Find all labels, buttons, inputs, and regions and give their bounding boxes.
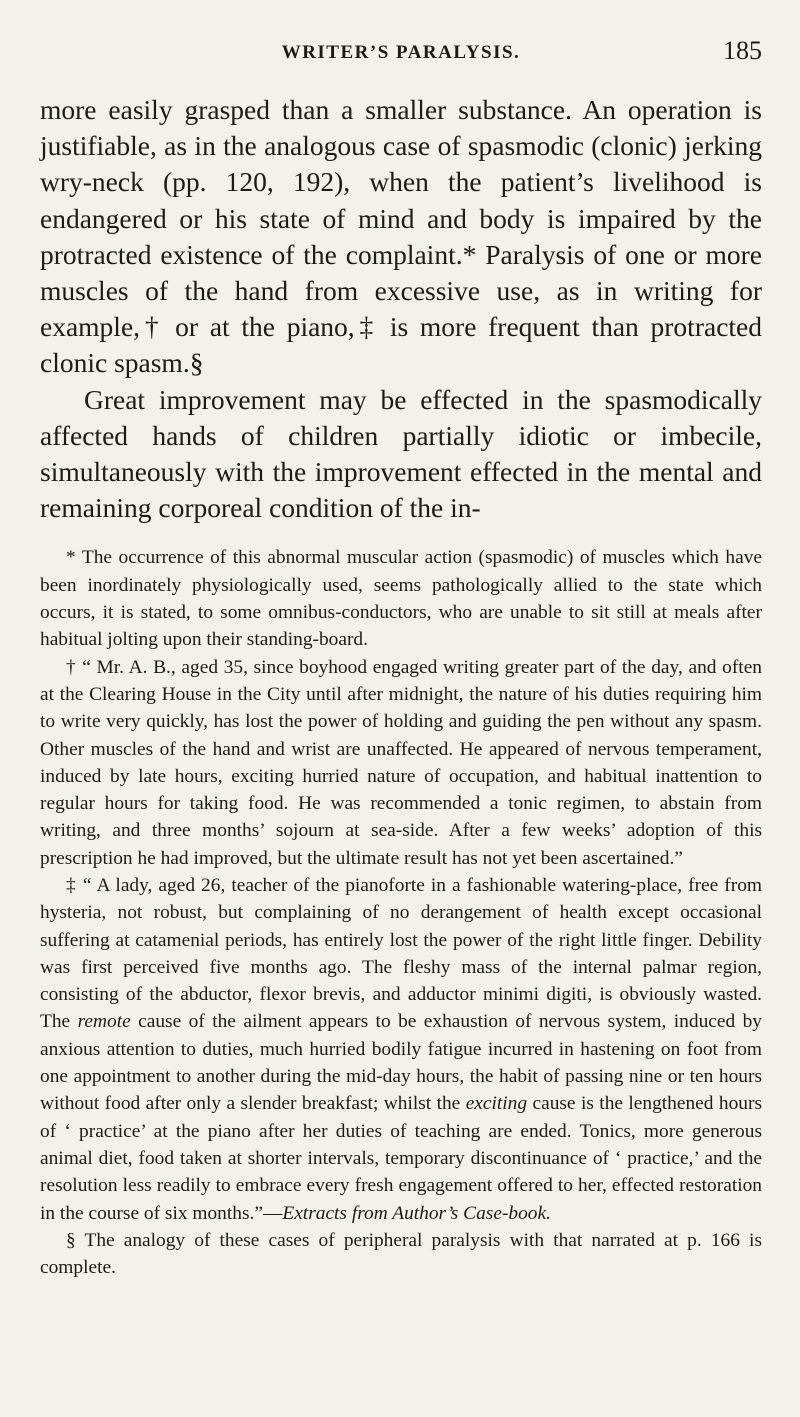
footnote-double-dagger bbox=[40, 872, 762, 1227]
footnote-dagger: † “ Mr. A. B., aged 35, since boyhood engaged writing greater part of the day, and often at the Clearing House in the City until after midnight, the nature of his duties requiring him to write very quickly, has lost the power of holding and guiding the pen without any spasm. Other muscles of the hand and wrist are unaffected. He appeared of nervous temperament, induced by late hours, exciting hurried nature of occupation, and habitual inattention to regular hours for taking food. He was recommended a tonic regimen, to abstain from writing, and three months’ sojourn at sea-side. After a few weeks’ adoption of this prescription he had improved, but the ultimate result has not yet been ascertained.” bbox=[40, 656, 762, 869]
page-number: 185 bbox=[723, 36, 762, 65]
paragraph-improvement: Great improvement may be effected in the spasmodically affected hands of children partially idiotic or imbecile, simultaneously with the improvement effected in the mental and remaining corporeal condition of the in- bbox=[40, 383, 762, 524]
emphasis-exciting: exciting bbox=[465, 1093, 528, 1115]
footnote-source: Extracts from Author’s Case-book. bbox=[282, 1202, 551, 1224]
footnote-section: § The analogy of these cases of peripheral paralysis with that narrated at p. 166 is complete. bbox=[40, 1229, 762, 1279]
running-title: WRITER’S PARALYSIS. bbox=[281, 42, 521, 63]
footnote-text: ‡ “ A lady, aged 26, teacher of the pianoforte in a fashionable watering-place, free from hysteria, not robust, but complaining of no derangement of health except occasional suffering at catamenial periods, has entirely lost the power of the right little finger. Debility was first perceived five months ago. The fleshy mass of the internal palmar region, consisting of the abductor, flexor brevis, and adductor minimi digiti, is obviously wasted. The bbox=[40, 875, 762, 1033]
emphasis-remote: remote bbox=[77, 1011, 131, 1033]
paragraph-operation: more easily grasped than a smaller substance. An operation is justifiable, as in the analogous case of spasmodic (clonic) jerking wry-neck (pp. 120, 192), when the patient’s livelihood is endangered or his state of mind and body is impaired by the protracted existence of the complaint.* Paralysis of one or more muscles of the hand from excessive use, as in writing for example,† or at the piano,‡ is more frequent than protracted clonic spasm.§ bbox=[40, 94, 762, 379]
footnote-text: cause is the lengthened hours of ‘ practice’ at the piano after her duties of teaching are ended. Tonics, more generous animal diet, food taken at shorter intervals, temporary discontinuance of ‘ practice,’ and the resolution less readily to embrace every fresh engagement offered to her, effected restoration in the course of six months.”— bbox=[40, 1093, 762, 1224]
footnote-asterisk: * The occurrence of this abnormal muscular action (spasmodic) of muscles which have been inordinately physiologically used, seems pathologically allied to the state which occurs, it is stated, to some omnibus-conductors, who are unable to sit still at meals after habitual jolting upon their standing-board. bbox=[40, 547, 762, 651]
footnote-text: cause of the ailment appears to be exhaustion of nervous system, induced by anxious attention to duties, much hurried bodily fatigue incurred in hastening on foot from one appointment to another during the mid-day hours, the habit of passing nine or ten hours without food after only a slender breakfast; whilst the bbox=[40, 1011, 762, 1115]
running-head bbox=[40, 34, 762, 70]
book-page bbox=[40, 34, 762, 1281]
footnotes bbox=[40, 544, 762, 1281]
main-text bbox=[40, 92, 762, 526]
